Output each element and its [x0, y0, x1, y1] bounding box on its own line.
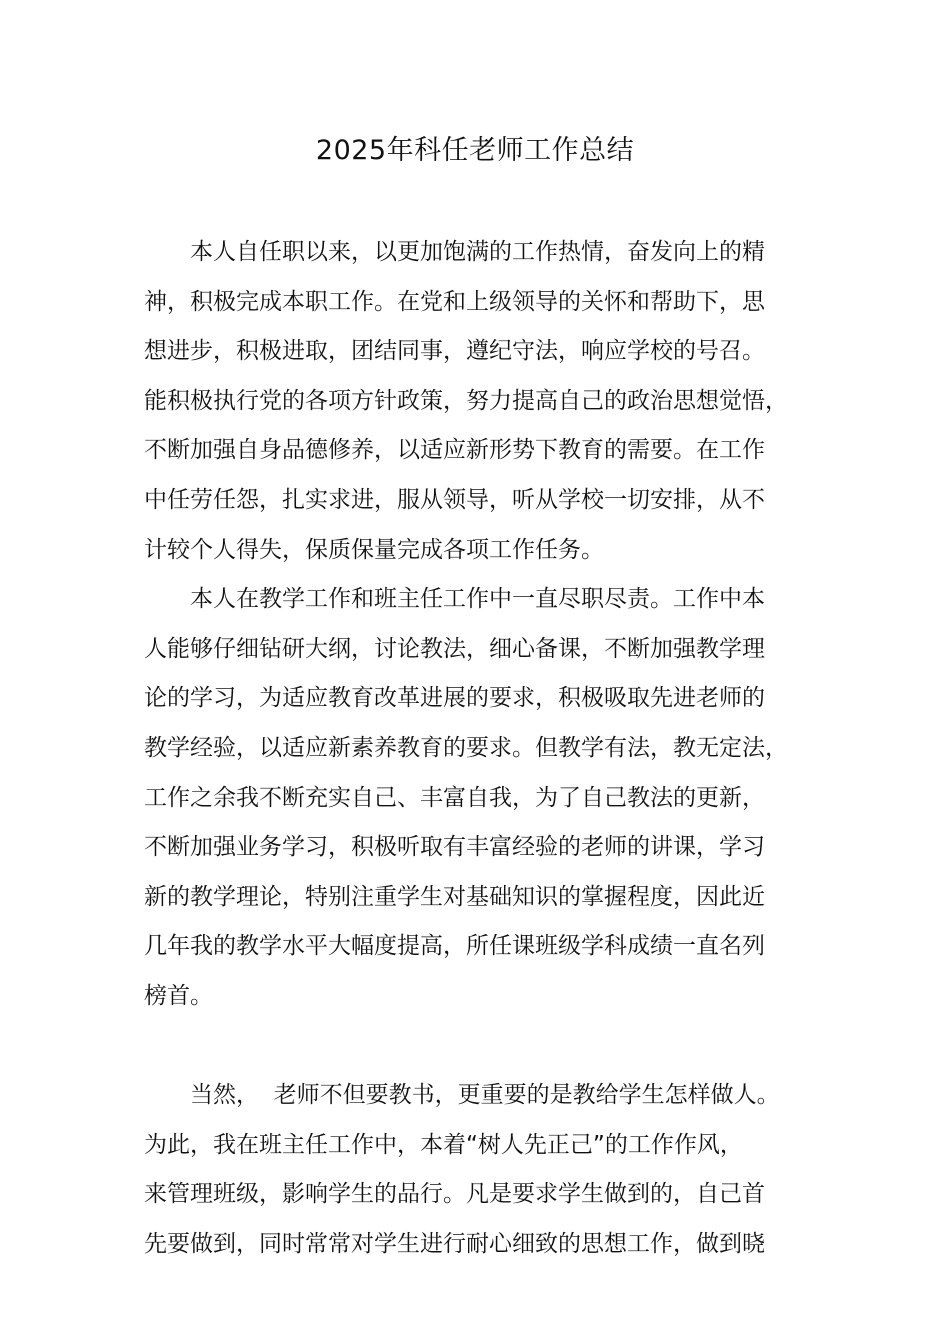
text-line: 当然， 老师不但要教书，更重要的是教给学生怎样做人。 — [190, 1082, 780, 1109]
text-line: 来管理班级，影响学生的品行。凡是要求学生做到的，自己首 — [144, 1181, 765, 1208]
text-line: 不断加强业务学习，积极听取有丰富经验的老师的讲课，学习 — [144, 834, 765, 861]
text-line: 工作之余我不断充实自己、丰富自我，为了自己教法的更新， — [144, 784, 765, 811]
paragraph-2 — [144, 575, 819, 1071]
text-line: 想进步，积极进取，团结同事，遵纪守法，响应学校的号召。 — [144, 338, 765, 365]
text-line: 中任劳任怨，扎实求进，服从领导，听从学校一切安排，从不 — [144, 486, 765, 513]
text-line: 榜首。 — [144, 982, 213, 1009]
paragraph-3 — [144, 1071, 819, 1269]
paragraph-1 — [144, 228, 819, 575]
text-line: 新的教学理论，特别注重学生对基础知识的掌握程度，因此近 — [144, 883, 765, 910]
text-line: 几年我的教学水平大幅度提高，所任课班级学科成绩一直名列 — [144, 933, 765, 960]
text-line: 先要做到，同时常常对学生进行耐心细致的思想工作，做到晓 — [144, 1230, 765, 1257]
document-body — [144, 228, 819, 1269]
text-line: 能积极执行党的各项方针政策，努力提高自己的政治思想觉悟， — [144, 387, 788, 414]
text-line: 本人自任职以来，以更加饱满的工作热情，奋发向上的精 — [190, 239, 765, 265]
text-line: 本人在教学工作和班主任工作中一直尽职尽责。工作中本 — [190, 586, 765, 613]
text-line: 人能够仔细钻研大纲，讨论教法，细心备课，不断加强教学理 — [144, 635, 765, 662]
text-line: 计较个人得失，保质保量完成各项工作任务。 — [144, 536, 604, 563]
text-line: 神，积极完成本职工作。在党和上级领导的关怀和帮助下，思 — [144, 288, 765, 315]
text-line — [144, 1022, 819, 1072]
text-line: 为此，我在班主任工作中，本着“树人先正己”的工作作风， — [144, 1131, 743, 1158]
text-line: 教学经验，以适应新素养教育的要求。但教学有法，教无定法， — [144, 734, 788, 761]
document-title: 2025年科任老师工作总结 — [315, 135, 635, 166]
text-line: 论的学习，为适应教育改革进展的要求，积极吸取先进老师的 — [144, 685, 765, 712]
text-line: 不断加强自身品德修养，以适应新形势下教育的需要。在工作 — [144, 437, 765, 464]
